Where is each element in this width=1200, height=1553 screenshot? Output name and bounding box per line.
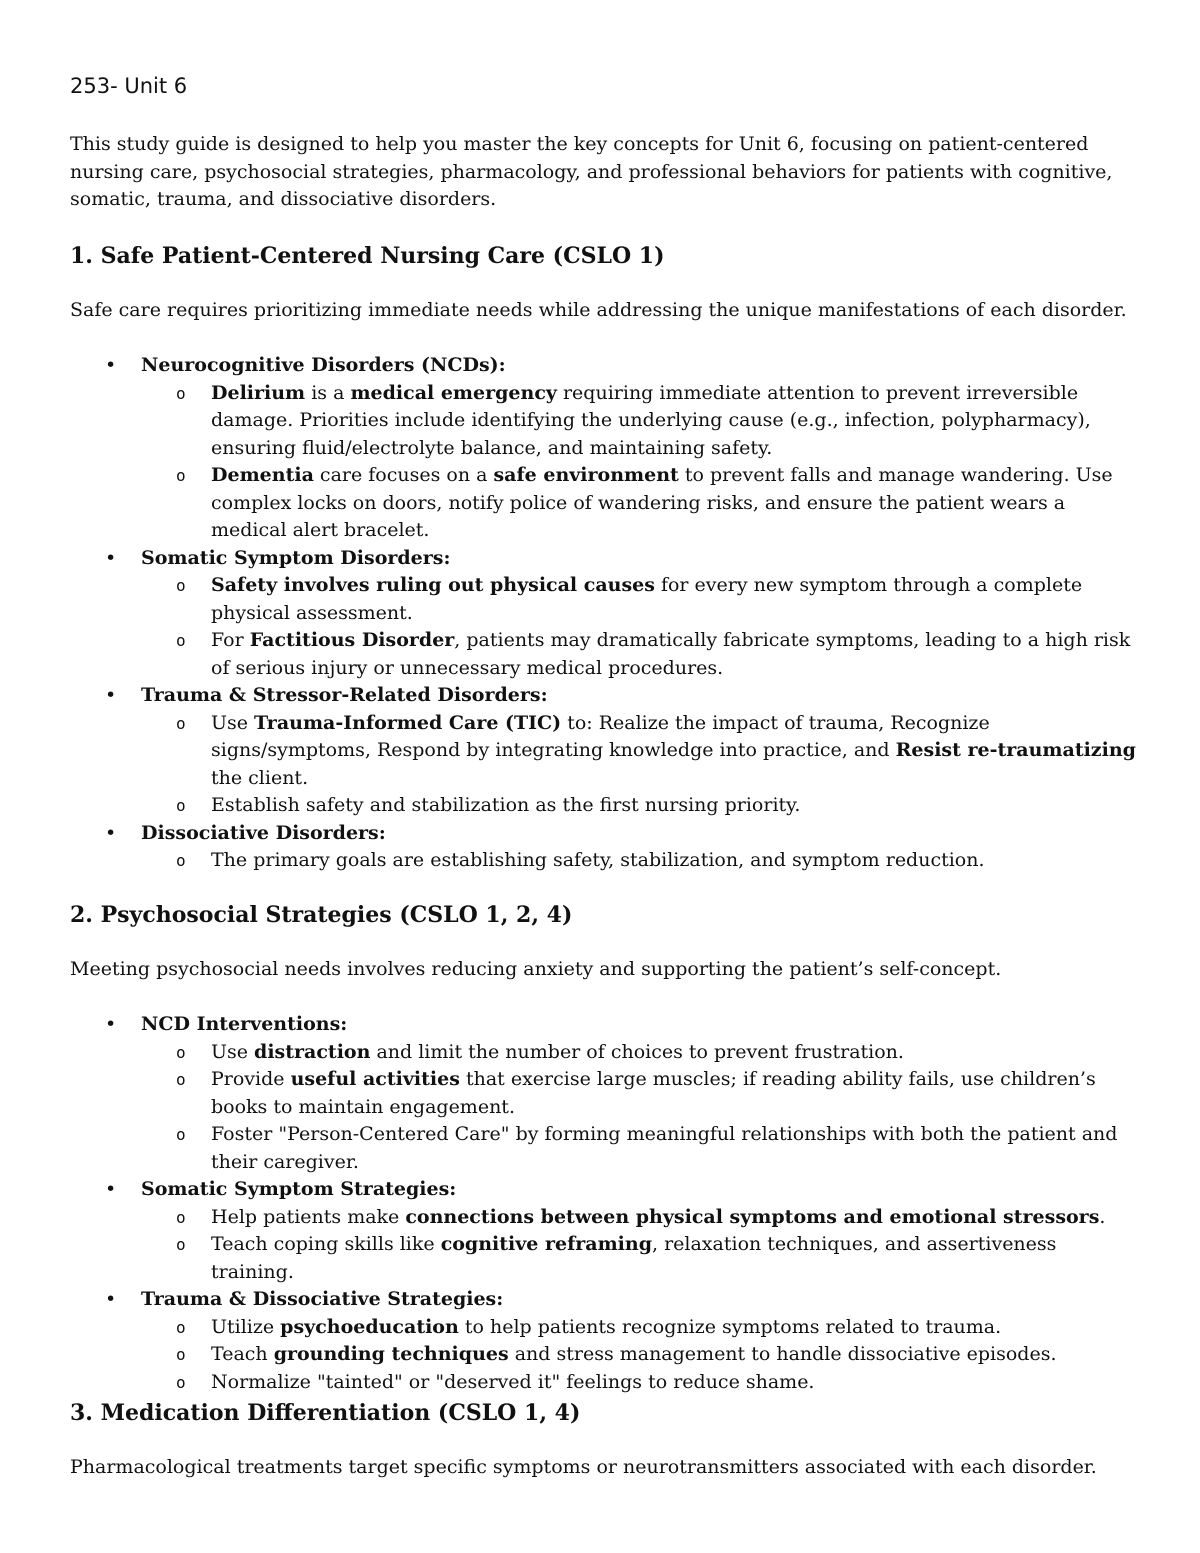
- text-run: and limit the number of choices to prevent frustration.: [370, 1040, 904, 1063]
- text-run: requiring immediate attention to prevent irreversible damage. Priorities include identifying the underlying cause (e.g., infection, polypharmacy), ensuring fluid/electrolyte balance, and maintaining safety.: [211, 381, 1091, 459]
- sub-list: [141, 1039, 1140, 1177]
- bullet-label: NCD Interventions:: [141, 1013, 348, 1035]
- section-2-intro: Meeting psychosocial needs involves reducing anxiety and supporting the patient’s self-concept.: [70, 958, 1002, 980]
- text-run: for every new symptom through a complete physical assessment.: [211, 574, 1083, 624]
- sub-list: [141, 380, 1140, 545]
- section-3-intro: Pharmacological treatments target specific symptoms or neurotransmitters associated with each disorder.: [70, 1456, 1097, 1478]
- bold-term: grounding techniques: [273, 1343, 509, 1365]
- bold-term: Dementia: [211, 464, 314, 486]
- sub-bullet-item: [141, 792, 1140, 820]
- bold-term: Trauma-Informed Care (TIC): [254, 711, 562, 734]
- bold-term: useful activities: [290, 1068, 460, 1090]
- sub-bullet-item: [141, 1066, 1140, 1121]
- text-run: to: Realize the impact of trauma, Recognize signs/symptoms, Respond by integrating knowledge into practice, and: [211, 711, 990, 761]
- bold-term: Resist re-traumatizing: [895, 739, 1136, 761]
- sub-bullet-item: [141, 572, 1140, 627]
- bullet-label: Somatic Symptom Disorders:: [141, 546, 451, 569]
- section-2-list: [0, 1011, 1140, 1396]
- document-title: 253- Unit 6: [70, 74, 188, 98]
- sub-bullet-item: [141, 1341, 1140, 1369]
- bullet-label: Somatic Symptom Strategies:: [141, 1178, 457, 1200]
- bold-term: connections between physical symptoms and emotional stressors: [405, 1205, 1100, 1228]
- section-1-list: [0, 352, 1140, 875]
- text-run: that exercise large muscles; if reading ability fails, use children’s books to maintain engagement.: [211, 1068, 1096, 1118]
- sub-bullet-item: [141, 1314, 1140, 1342]
- text-run: care focuses on a: [313, 464, 494, 486]
- bold-term: medical emergency: [350, 381, 557, 404]
- bullet-label: Trauma & Dissociative Strategies:: [141, 1288, 504, 1310]
- sub-bullet-item: [141, 710, 1140, 793]
- text-run: Teach coping skills like: [211, 1233, 441, 1255]
- text-run: Use: [211, 711, 255, 734]
- text-run: Establish safety and stabilization as the first nursing priority.: [211, 794, 801, 816]
- bullet-label: Neurocognitive Disorders (NCDs):: [141, 354, 506, 376]
- sub-bullet-item: [141, 1369, 1140, 1397]
- text-run: and stress management to handle dissociative episodes.: [508, 1343, 1057, 1365]
- text-run: Use: [211, 1040, 255, 1063]
- text-run: For: [211, 629, 250, 651]
- text-run: , patients may dramatically fabricate symptoms, leading to a high risk of serious injury or unnecessary medical procedures.: [211, 629, 1131, 679]
- section-1-intro: Safe care requires prioritizing immediate needs while addressing the unique manifestations of each disorder.: [70, 299, 1127, 321]
- bold-term: Safety involves ruling out physical causes: [211, 574, 655, 596]
- text-run: , relaxation techniques, and assertiveness training.: [211, 1233, 1057, 1283]
- bold-term: cognitive reframing: [440, 1233, 652, 1255]
- text-run: .: [1099, 1205, 1106, 1228]
- sub-list: [141, 572, 1140, 682]
- text-run: Provide: [211, 1068, 291, 1090]
- text-run: the client.: [211, 766, 309, 789]
- sub-list: [141, 710, 1140, 820]
- sub-bullet-item: [141, 1231, 1140, 1286]
- sub-bullet-item: [141, 380, 1140, 463]
- bullet-item: [0, 1011, 1140, 1176]
- bullet-label: Trauma & Stressor-Related Disorders:: [141, 684, 548, 706]
- text-run: Normalize "tainted" or "deserved it" feelings to reduce shame.: [211, 1370, 815, 1393]
- bullet-item: [0, 545, 1140, 683]
- bullet-item: [0, 820, 1140, 875]
- sub-bullet-item: [141, 462, 1140, 545]
- bullet-item: [0, 352, 1140, 545]
- sub-bullet-item: [141, 1039, 1140, 1067]
- bullet-item: [0, 1176, 1140, 1286]
- text-run: The primary goals are establishing safety, stabilization, and symptom reduction.: [211, 849, 985, 871]
- sub-list: [141, 847, 1140, 875]
- sub-list: [141, 1314, 1140, 1397]
- bold-term: Delirium: [211, 381, 306, 404]
- text-run: Foster "Person-Centered Care" by forming meaningful relationships with both the patient and their caregiver.: [211, 1123, 1118, 1173]
- sub-bullet-item: [141, 1121, 1140, 1176]
- section-1-heading: 1. Safe Patient-Centered Nursing Care (CSLO 1): [70, 243, 665, 269]
- text-run: to prevent falls and manage wandering. Use complex locks on doors, notify police of wandering risks, and ensure the patient wears a medical alert bracelet.: [211, 464, 1113, 541]
- text-run: Help patients make: [211, 1205, 406, 1228]
- text-run: Utilize: [211, 1315, 281, 1338]
- intro-paragraph: This study guide is designed to help you master the key concepts for Unit 6, focusing on patient-centered nursing care, psychosocial strategies, pharmacology, and professional behaviors for patients with cognitive, somatic, trauma, and dissociative disorders.: [70, 133, 1113, 210]
- bold-term: safe environment: [493, 464, 679, 486]
- sub-bullet-item: [141, 627, 1140, 682]
- sub-bullet-item: [141, 847, 1140, 875]
- bold-term: distraction: [254, 1040, 371, 1063]
- bullet-label: Dissociative Disorders:: [141, 821, 386, 844]
- section-3-heading: 3. Medication Differentiation (CSLO 1, 4): [70, 1400, 581, 1426]
- sub-list: [141, 1204, 1140, 1287]
- bold-term: Factitious Disorder: [249, 629, 455, 651]
- text-run: Teach: [211, 1343, 274, 1365]
- text-run: to help patients recognize symptoms related to trauma.: [458, 1315, 1002, 1338]
- bullet-item: [0, 682, 1140, 820]
- bullet-item: [0, 1286, 1140, 1396]
- bold-term: psychoeducation: [280, 1315, 459, 1338]
- sub-bullet-item: [141, 1204, 1140, 1232]
- text-run: is a: [305, 381, 351, 404]
- section-2-heading: 2. Psychosocial Strategies (CSLO 1, 2, 4): [70, 902, 573, 928]
